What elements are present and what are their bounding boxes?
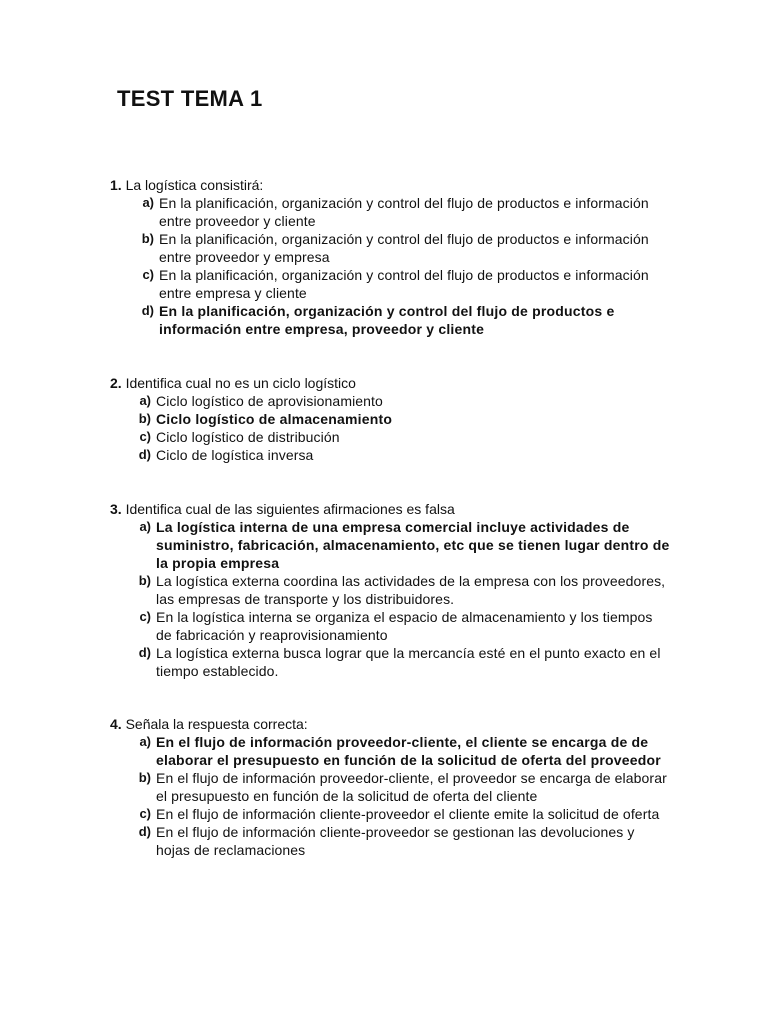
- option-text: Ciclo logístico de almacenamiento: [156, 411, 393, 427]
- question-text: [110, 500, 670, 518]
- option-text: Ciclo de logística inversa: [156, 447, 314, 463]
- option-text: En la planificación, organización y control del flujo de productos e información entre empresa, proveedor y cliente: [159, 303, 615, 337]
- question-1: [110, 176, 670, 338]
- answer-option-d: [110, 823, 670, 859]
- question-text: [110, 715, 670, 733]
- question-text: [110, 176, 670, 194]
- answer-option-d: [110, 446, 670, 464]
- option-letter: d): [138, 824, 151, 839]
- option-text: En el flujo de información cliente-proveedor se gestionan las devoluciones y hojas de reclamaciones: [156, 824, 635, 858]
- answer-option-b: [110, 572, 670, 608]
- option-letter: a): [142, 195, 154, 210]
- answer-options: [110, 194, 670, 338]
- option-letter: c): [139, 429, 151, 444]
- question-prompt: La logística consistirá:: [125, 177, 264, 193]
- option-letter: b): [138, 770, 151, 785]
- option-letter: b): [141, 231, 154, 246]
- option-letter: c): [142, 267, 154, 282]
- option-letter: a): [139, 734, 151, 749]
- option-text: En la planificación, organización y control del flujo de productos e información entre proveedor y cliente: [159, 195, 649, 229]
- question-3: [110, 500, 670, 680]
- question-number: 3.: [110, 501, 122, 517]
- option-text: En el flujo de información proveedor-cliente, el cliente se encarga de de elaborar el presupuesto en función de la solicitud de oferta del proveedor: [156, 734, 661, 768]
- answer-option-d: [110, 644, 670, 680]
- question-prompt: Identifica cual no es un ciclo logístico: [125, 375, 356, 391]
- option-text: Ciclo logístico de distribución: [156, 429, 340, 445]
- option-letter: c): [139, 609, 151, 624]
- answer-option-c: [110, 608, 670, 644]
- answer-option-b: [110, 410, 670, 428]
- option-letter: d): [138, 447, 151, 462]
- answer-option-a: [110, 518, 670, 572]
- option-text: Ciclo logístico de aprovisionamiento: [156, 393, 383, 409]
- option-letter: b): [138, 573, 151, 588]
- option-letter: a): [139, 393, 151, 408]
- question-number: 4.: [110, 716, 122, 732]
- answer-options: [110, 392, 670, 464]
- option-text: En la planificación, organización y control del flujo de productos e información entre empresa y cliente: [159, 267, 649, 301]
- question-2: [110, 374, 670, 464]
- option-letter: d): [141, 303, 154, 318]
- answer-option-b: [110, 769, 670, 805]
- answer-option-b: [110, 230, 670, 266]
- option-letter: d): [138, 645, 151, 660]
- question-4: [110, 715, 670, 859]
- option-text: La logística externa coordina las actividades de la empresa con los proveedores, las empresas de transporte y los distribuidores.: [156, 573, 666, 607]
- question-text: [110, 374, 670, 392]
- answer-options: [110, 733, 670, 859]
- option-text: En la planificación, organización y control del flujo de productos e información entre proveedor y empresa: [159, 231, 649, 265]
- option-letter: c): [139, 806, 151, 821]
- answer-option-c: [110, 428, 670, 446]
- answer-option-a: [110, 392, 670, 410]
- page-title: TEST TEMA 1: [117, 86, 263, 111]
- question-number: 1.: [110, 177, 122, 193]
- option-text: En el flujo de información proveedor-cliente, el proveedor se encarga de elaborar el presupuesto en función de la solicitud de oferta del cliente: [156, 770, 667, 804]
- answer-option-a: [110, 733, 670, 769]
- answer-option-c: [110, 805, 670, 823]
- question-prompt: Señala la respuesta correcta:: [125, 716, 308, 732]
- option-text: En la logística interna se organiza el espacio de almacenamiento y los tiempos de fabricación y reaprovisionamiento: [156, 609, 653, 643]
- question-prompt: Identifica cual de las siguientes afirmaciones es falsa: [125, 501, 455, 517]
- option-letter: b): [138, 411, 151, 426]
- answer-option-c: [110, 266, 670, 302]
- option-text: La logística interna de una empresa comercial incluye actividades de suministro, fabricación, almacenamiento, etc que se tienen lugar dentro de la propia empresa: [156, 519, 670, 571]
- option-text: La logística externa busca lograr que la mercancía esté en el punto exacto en el tiempo establecido.: [156, 645, 661, 679]
- answer-option-a: [110, 194, 670, 230]
- answer-option-d: [110, 302, 670, 338]
- option-letter: a): [139, 519, 151, 534]
- question-number: 2.: [110, 375, 122, 391]
- option-text: En el flujo de información cliente-proveedor el cliente emite la solicitud de oferta: [156, 806, 660, 822]
- answer-options: [110, 518, 670, 680]
